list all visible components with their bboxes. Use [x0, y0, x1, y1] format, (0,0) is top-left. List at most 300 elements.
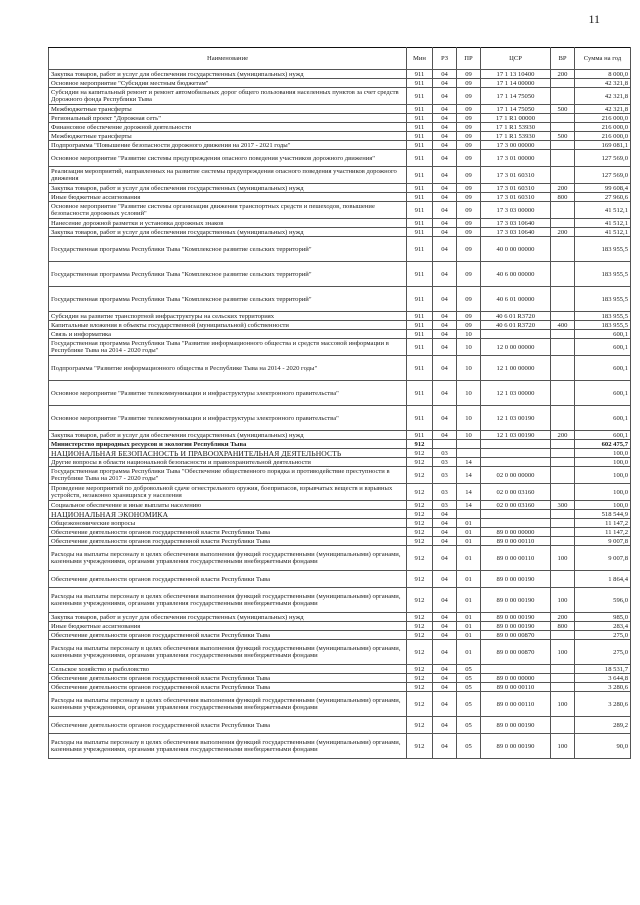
cell-min: 911: [407, 406, 433, 431]
cell-sum: 985,0: [575, 613, 631, 622]
cell-vr: [551, 458, 575, 467]
cell-sum: 275,0: [575, 631, 631, 640]
cell-sum: 127 569,0: [575, 167, 631, 184]
table-row: [49, 132, 631, 141]
cell-pr: 10: [457, 330, 481, 339]
cell-min: 912: [407, 588, 433, 613]
table-row: [49, 193, 631, 202]
cell-min: 912: [407, 501, 433, 510]
cell-min: 912: [407, 571, 433, 588]
cell-min: 912: [407, 484, 433, 501]
cell-name: Иные бюджетные ассигнования: [49, 622, 407, 631]
cell-rz: 04: [433, 219, 457, 228]
cell-sum: 216 000,0: [575, 114, 631, 123]
cell-vr: [551, 88, 575, 105]
cell-csr: 17 1 R1 00000: [481, 114, 551, 123]
cell-pr: 14: [457, 484, 481, 501]
cell-vr: 300: [551, 501, 575, 510]
cell-name: Обеспечение деятельности органов государственной власти Республики Тыва: [49, 631, 407, 640]
table-row: [49, 640, 631, 665]
cell-csr: 89 0 00 00110: [481, 546, 551, 571]
table-row: [49, 546, 631, 571]
cell-vr: [551, 287, 575, 312]
cell-vr: [551, 449, 575, 458]
table-row: [49, 674, 631, 683]
cell-min: 911: [407, 105, 433, 114]
cell-min: 911: [407, 431, 433, 440]
cell-rz: 04: [433, 665, 457, 674]
cell-pr: 09: [457, 79, 481, 88]
cell-name: Государственная программа Республики Тыва "Развитие информационного общества и средств массовой информации в Республике Тыва на 2014 - 2020 годы": [49, 339, 407, 356]
cell-csr: 89 0 00 00190: [481, 588, 551, 613]
cell-min: 911: [407, 219, 433, 228]
cell-name: Субсидии на развитие транспортной инфраструктуры на сельских территориях: [49, 312, 407, 321]
cell-sum: 99 608,4: [575, 184, 631, 193]
cell-rz: 04: [433, 193, 457, 202]
cell-pr: 09: [457, 262, 481, 287]
cell-csr: 40 6 00 00000: [481, 262, 551, 287]
cell-sum: 600,1: [575, 431, 631, 440]
cell-rz: 04: [433, 613, 457, 622]
cell-pr: 10: [457, 356, 481, 381]
cell-name: НАЦИОНАЛЬНАЯ БЕЗОПАСНОСТЬ И ПРАВООХРАНИТЕЛЬНАЯ ДЕЯТЕЛЬНОСТЬ: [49, 449, 407, 458]
cell-vr: [551, 717, 575, 734]
cell-vr: 100: [551, 692, 575, 717]
cell-vr: 100: [551, 640, 575, 665]
cell-csr: 40 6 01 R3720: [481, 321, 551, 330]
cell-rz: 04: [433, 431, 457, 440]
cell-sum: 100,0: [575, 449, 631, 458]
cell-csr: [481, 440, 551, 449]
cell-rz: 04: [433, 262, 457, 287]
cell-csr: 02 0 00 03160: [481, 484, 551, 501]
cell-csr: [481, 458, 551, 467]
cell-rz: 04: [433, 70, 457, 79]
cell-pr: 01: [457, 631, 481, 640]
cell-sum: 9 007,8: [575, 537, 631, 546]
cell-pr: 09: [457, 287, 481, 312]
cell-csr: 89 0 00 00000: [481, 528, 551, 537]
cell-vr: [551, 312, 575, 321]
cell-pr: 09: [457, 184, 481, 193]
cell-csr: 12 1 03 00190: [481, 406, 551, 431]
cell-sum: 3 280,6: [575, 692, 631, 717]
cell-pr: [457, 510, 481, 519]
cell-sum: 275,0: [575, 640, 631, 665]
cell-rz: 03: [433, 449, 457, 458]
cell-csr: 17 3 00 00000: [481, 141, 551, 150]
column-header-name: Наименование: [49, 48, 407, 70]
cell-rz: 04: [433, 546, 457, 571]
cell-pr: 09: [457, 321, 481, 330]
table-row: [49, 484, 631, 501]
column-header-csr: ЦСР: [481, 48, 551, 70]
cell-csr: 17 1 R1 53930: [481, 132, 551, 141]
cell-vr: 200: [551, 70, 575, 79]
cell-pr: 09: [457, 312, 481, 321]
cell-min: 911: [407, 356, 433, 381]
cell-rz: 04: [433, 312, 457, 321]
cell-sum: 27 960,6: [575, 193, 631, 202]
cell-vr: [551, 537, 575, 546]
table-row: [49, 528, 631, 537]
table-row: [49, 734, 631, 759]
cell-sum: 600,1: [575, 330, 631, 339]
cell-min: 912: [407, 640, 433, 665]
cell-sum: 600,1: [575, 381, 631, 406]
cell-min: 912: [407, 692, 433, 717]
cell-rz: 04: [433, 674, 457, 683]
cell-name: Обеспечение деятельности органов государственной власти Республики Тыва: [49, 528, 407, 537]
cell-sum: 41 512,1: [575, 202, 631, 219]
cell-min: 911: [407, 123, 433, 132]
table-row: [49, 631, 631, 640]
cell-name: Министерство природных ресурсов и экологии Республики Тыва: [49, 440, 407, 449]
cell-pr: 09: [457, 88, 481, 105]
cell-name: Основное мероприятие "Субсидии местным бюджетам": [49, 79, 407, 88]
cell-rz: 04: [433, 510, 457, 519]
cell-name: Социальное обеспечение и иные выплаты населению: [49, 501, 407, 510]
cell-sum: 41 512,1: [575, 219, 631, 228]
cell-vr: [551, 79, 575, 88]
cell-rz: 04: [433, 692, 457, 717]
cell-rz: 04: [433, 141, 457, 150]
cell-pr: 05: [457, 665, 481, 674]
cell-pr: 01: [457, 537, 481, 546]
cell-rz: 04: [433, 519, 457, 528]
table-row: [49, 287, 631, 312]
column-header-pr: ПР: [457, 48, 481, 70]
cell-name: Расходы на выплаты персоналу в целях обеспечения выполнения функций государственными (муниципальными) органами, казенными учреждениями, органами управления государственными внебюджетными фондами: [49, 546, 407, 571]
cell-pr: 10: [457, 381, 481, 406]
cell-csr: 17 3 03 00000: [481, 202, 551, 219]
cell-vr: [551, 123, 575, 132]
column-header-rz: РЗ: [433, 48, 457, 70]
table-row: [49, 202, 631, 219]
cell-sum: 11 147,2: [575, 519, 631, 528]
cell-pr: 10: [457, 339, 481, 356]
cell-pr: 05: [457, 692, 481, 717]
cell-rz: 04: [433, 640, 457, 665]
cell-name: Финансовое обеспечение дорожной деятельности: [49, 123, 407, 132]
table-row: [49, 683, 631, 692]
cell-rz: 04: [433, 88, 457, 105]
cell-csr: [481, 519, 551, 528]
cell-vr: 200: [551, 228, 575, 237]
cell-csr: 17 3 01 60310: [481, 193, 551, 202]
cell-vr: 200: [551, 613, 575, 622]
cell-sum: 11 147,2: [575, 528, 631, 537]
table-body: [49, 70, 631, 759]
table-row: [49, 105, 631, 114]
cell-pr: 05: [457, 717, 481, 734]
cell-min: 912: [407, 458, 433, 467]
page-number: 11: [588, 12, 600, 26]
cell-rz: [433, 440, 457, 449]
table-row: [49, 88, 631, 105]
cell-pr: 10: [457, 406, 481, 431]
cell-sum: 283,4: [575, 622, 631, 631]
cell-pr: 05: [457, 734, 481, 759]
cell-name: Государственная программа Республики Тыва "Обеспечение общественного порядка и противодействие преступности в Республике Тыва на 2017 - 2020 годы": [49, 467, 407, 484]
cell-min: 912: [407, 537, 433, 546]
cell-pr: 09: [457, 105, 481, 114]
cell-pr: 01: [457, 519, 481, 528]
cell-min: 912: [407, 467, 433, 484]
cell-pr: 09: [457, 228, 481, 237]
cell-rz: 04: [433, 528, 457, 537]
table-row: [49, 339, 631, 356]
cell-csr: 17 1 14 00000: [481, 79, 551, 88]
cell-csr: 17 1 R1 53930: [481, 123, 551, 132]
cell-csr: 40 0 00 00000: [481, 237, 551, 262]
cell-vr: 800: [551, 622, 575, 631]
cell-min: 912: [407, 622, 433, 631]
cell-name: Государственная программа Республики Тыва "Комплексное развитие сельских территорий": [49, 237, 407, 262]
cell-vr: [551, 202, 575, 219]
cell-name: Расходы на выплаты персоналу в целях обеспечения выполнения функций государственными (муниципальными) органами, казенными учреждениями, органами управления государственными внебюджетными фондами: [49, 734, 407, 759]
cell-rz: 04: [433, 167, 457, 184]
table-row: [49, 537, 631, 546]
cell-rz: 04: [433, 683, 457, 692]
cell-name: Основное мероприятие "Развитие системы организации движения транспортных средств и пешеходов, повышение безопасности дорожных условий": [49, 202, 407, 219]
cell-vr: [551, 356, 575, 381]
cell-name: Нанесение дорожной разметки и установка дорожных знаков: [49, 219, 407, 228]
cell-csr: 17 3 01 60310: [481, 167, 551, 184]
cell-pr: 10: [457, 431, 481, 440]
cell-vr: 200: [551, 184, 575, 193]
table-row: [49, 167, 631, 184]
cell-rz: 04: [433, 132, 457, 141]
cell-min: 912: [407, 528, 433, 537]
cell-csr: 12 1 03 00000: [481, 381, 551, 406]
cell-csr: 12 1 00 00000: [481, 356, 551, 381]
cell-vr: [551, 114, 575, 123]
table-row: [49, 449, 631, 458]
cell-vr: [551, 150, 575, 167]
cell-pr: [457, 449, 481, 458]
cell-min: 911: [407, 321, 433, 330]
cell-rz: 04: [433, 339, 457, 356]
cell-sum: 8 000,0: [575, 70, 631, 79]
cell-pr: 09: [457, 132, 481, 141]
cell-min: 911: [407, 167, 433, 184]
cell-vr: [551, 510, 575, 519]
cell-vr: [551, 219, 575, 228]
cell-name: Государственная программа Республики Тыва "Комплексное развитие сельских территорий": [49, 287, 407, 312]
cell-sum: 90,0: [575, 734, 631, 759]
table-row: [49, 406, 631, 431]
cell-min: 912: [407, 631, 433, 640]
cell-min: 912: [407, 510, 433, 519]
cell-csr: 17 1 14 75050: [481, 105, 551, 114]
cell-pr: 14: [457, 458, 481, 467]
cell-rz: 04: [433, 717, 457, 734]
cell-pr: 09: [457, 141, 481, 150]
cell-min: 911: [407, 312, 433, 321]
cell-vr: [551, 262, 575, 287]
cell-name: Обеспечение деятельности органов государственной власти Республики Тыва: [49, 674, 407, 683]
cell-name: Закупка товаров, работ и услуг для обеспечения государственных (муниципальных) нужд: [49, 228, 407, 237]
cell-min: 911: [407, 184, 433, 193]
cell-sum: 183 955,5: [575, 237, 631, 262]
table-row: [49, 571, 631, 588]
cell-sum: 518 544,9: [575, 510, 631, 519]
cell-sum: 42 321,8: [575, 105, 631, 114]
cell-vr: [551, 406, 575, 431]
cell-name: Обеспечение деятельности органов государственной власти Республики Тыва: [49, 683, 407, 692]
cell-name: Подпрограмма "Повышение безопасности дорожного движения на 2017 - 2021 годы": [49, 141, 407, 150]
table-row: [49, 588, 631, 613]
cell-name: Закупка товаров, работ и услуг для обеспечения государственных (муниципальных) нужд: [49, 431, 407, 440]
cell-sum: 3 280,6: [575, 683, 631, 692]
table-row: [49, 219, 631, 228]
table-row: [49, 321, 631, 330]
table-row: [49, 228, 631, 237]
cell-csr: 89 0 00 00870: [481, 640, 551, 665]
table-row: [49, 501, 631, 510]
cell-rz: 04: [433, 202, 457, 219]
cell-rz: 04: [433, 571, 457, 588]
cell-rz: 04: [433, 321, 457, 330]
cell-sum: 600,1: [575, 406, 631, 431]
cell-vr: [551, 330, 575, 339]
cell-sum: 42 321,8: [575, 79, 631, 88]
cell-csr: [481, 510, 551, 519]
cell-csr: 12 0 00 00000: [481, 339, 551, 356]
table-row: [49, 665, 631, 674]
table-row: [49, 613, 631, 622]
cell-csr: 89 0 00 00190: [481, 571, 551, 588]
cell-vr: [551, 665, 575, 674]
cell-pr: 14: [457, 467, 481, 484]
cell-vr: 800: [551, 193, 575, 202]
cell-min: 912: [407, 674, 433, 683]
cell-csr: 17 3 03 10640: [481, 228, 551, 237]
cell-min: 912: [407, 546, 433, 571]
cell-rz: 04: [433, 622, 457, 631]
cell-csr: 02 0 00 00000: [481, 467, 551, 484]
cell-name: Иные бюджетные ассигнования: [49, 193, 407, 202]
cell-min: 911: [407, 228, 433, 237]
cell-rz: 04: [433, 150, 457, 167]
table-row: [49, 510, 631, 519]
cell-csr: 17 3 01 60310: [481, 184, 551, 193]
cell-csr: 02 0 00 03160: [481, 501, 551, 510]
cell-name: Субсидии на капитальный ремонт и ремонт автомобильных дорог общего пользования населенных пунктов за счет средств Дорожного фонда Республики Тыва: [49, 88, 407, 105]
column-header-min: Мин: [407, 48, 433, 70]
cell-name: Основное мероприятие "Развитие системы предупреждения опасного поведения участников дорожного движения": [49, 150, 407, 167]
cell-sum: 183 955,5: [575, 312, 631, 321]
cell-rz: 04: [433, 123, 457, 132]
cell-sum: 100,0: [575, 484, 631, 501]
cell-sum: 602 475,7: [575, 440, 631, 449]
cell-min: 911: [407, 193, 433, 202]
cell-pr: 01: [457, 622, 481, 631]
cell-csr: 40 6 01 00000: [481, 287, 551, 312]
cell-sum: 289,2: [575, 717, 631, 734]
cell-name: Связь и информатика: [49, 330, 407, 339]
cell-vr: [551, 683, 575, 692]
cell-sum: 18 531,7: [575, 665, 631, 674]
table-row: [49, 356, 631, 381]
cell-rz: 04: [433, 537, 457, 546]
cell-min: 912: [407, 734, 433, 759]
cell-min: 911: [407, 79, 433, 88]
cell-csr: [481, 330, 551, 339]
cell-sum: 3 644,8: [575, 674, 631, 683]
cell-rz: 03: [433, 484, 457, 501]
cell-rz: 03: [433, 467, 457, 484]
cell-csr: 17 3 01 00000: [481, 150, 551, 167]
table-row: [49, 431, 631, 440]
cell-pr: 01: [457, 546, 481, 571]
cell-name: Другие вопросы в области национальной безопасности и правоохранительной деятельности: [49, 458, 407, 467]
cell-name: Расходы на выплаты персоналу в целях обеспечения выполнения функций государственными (муниципальными) органами, казенными учреждениями, органами управления государственными внебюджетными фондами: [49, 692, 407, 717]
cell-rz: 04: [433, 406, 457, 431]
cell-pr: 09: [457, 123, 481, 132]
cell-rz: 04: [433, 330, 457, 339]
cell-pr: 09: [457, 202, 481, 219]
cell-pr: 09: [457, 70, 481, 79]
cell-pr: 01: [457, 528, 481, 537]
cell-sum: 9 007,8: [575, 546, 631, 571]
table-row: [49, 237, 631, 262]
cell-name: Расходы на выплаты персоналу в целях обеспечения выполнения функций государственными (муниципальными) органами, казенными учреждениями, органами управления государственными внебюджетными фондами: [49, 640, 407, 665]
cell-sum: 600,1: [575, 356, 631, 381]
cell-csr: 40 6 01 R3720: [481, 312, 551, 321]
cell-vr: 200: [551, 431, 575, 440]
cell-vr: [551, 571, 575, 588]
column-header-sum: Сумма на год: [575, 48, 631, 70]
cell-pr: 09: [457, 219, 481, 228]
table-row: [49, 79, 631, 88]
cell-vr: [551, 339, 575, 356]
cell-min: 912: [407, 717, 433, 734]
cell-pr: 05: [457, 683, 481, 692]
cell-pr: 01: [457, 613, 481, 622]
cell-name: Закупка товаров, работ и услуг для обеспечения государственных (муниципальных) нужд: [49, 184, 407, 193]
cell-min: 911: [407, 114, 433, 123]
cell-vr: [551, 528, 575, 537]
cell-csr: 17 1 14 75050: [481, 88, 551, 105]
cell-csr: 89 0 00 00110: [481, 537, 551, 546]
table-row: [49, 330, 631, 339]
cell-name: Капитальные вложения в объекты государственной (муниципальной) собственности: [49, 321, 407, 330]
cell-sum: 100,0: [575, 458, 631, 467]
cell-vr: [551, 484, 575, 501]
table-row: [49, 717, 631, 734]
cell-name: Основное мероприятие "Развитие телекоммуникации и инфраструктуры электронного правительства": [49, 406, 407, 431]
cell-sum: 216 000,0: [575, 123, 631, 132]
cell-csr: 89 0 00 00870: [481, 631, 551, 640]
cell-min: 912: [407, 519, 433, 528]
cell-name: Основное мероприятие "Развитие телекоммуникации и инфраструктуры электронного правительства": [49, 381, 407, 406]
table-row: [49, 123, 631, 132]
column-header-vr: ВР: [551, 48, 575, 70]
cell-csr: 17 3 03 10640: [481, 219, 551, 228]
cell-rz: 04: [433, 184, 457, 193]
cell-min: 912: [407, 665, 433, 674]
cell-csr: 12 1 03 00190: [481, 431, 551, 440]
cell-sum: 183 955,5: [575, 287, 631, 312]
cell-csr: 17 1 13 10400: [481, 70, 551, 79]
cell-sum: 42 321,8: [575, 88, 631, 105]
cell-vr: [551, 381, 575, 406]
table-row: [49, 440, 631, 449]
cell-vr: [551, 519, 575, 528]
cell-name: Обеспечение деятельности органов государственной власти Республики Тыва: [49, 717, 407, 734]
